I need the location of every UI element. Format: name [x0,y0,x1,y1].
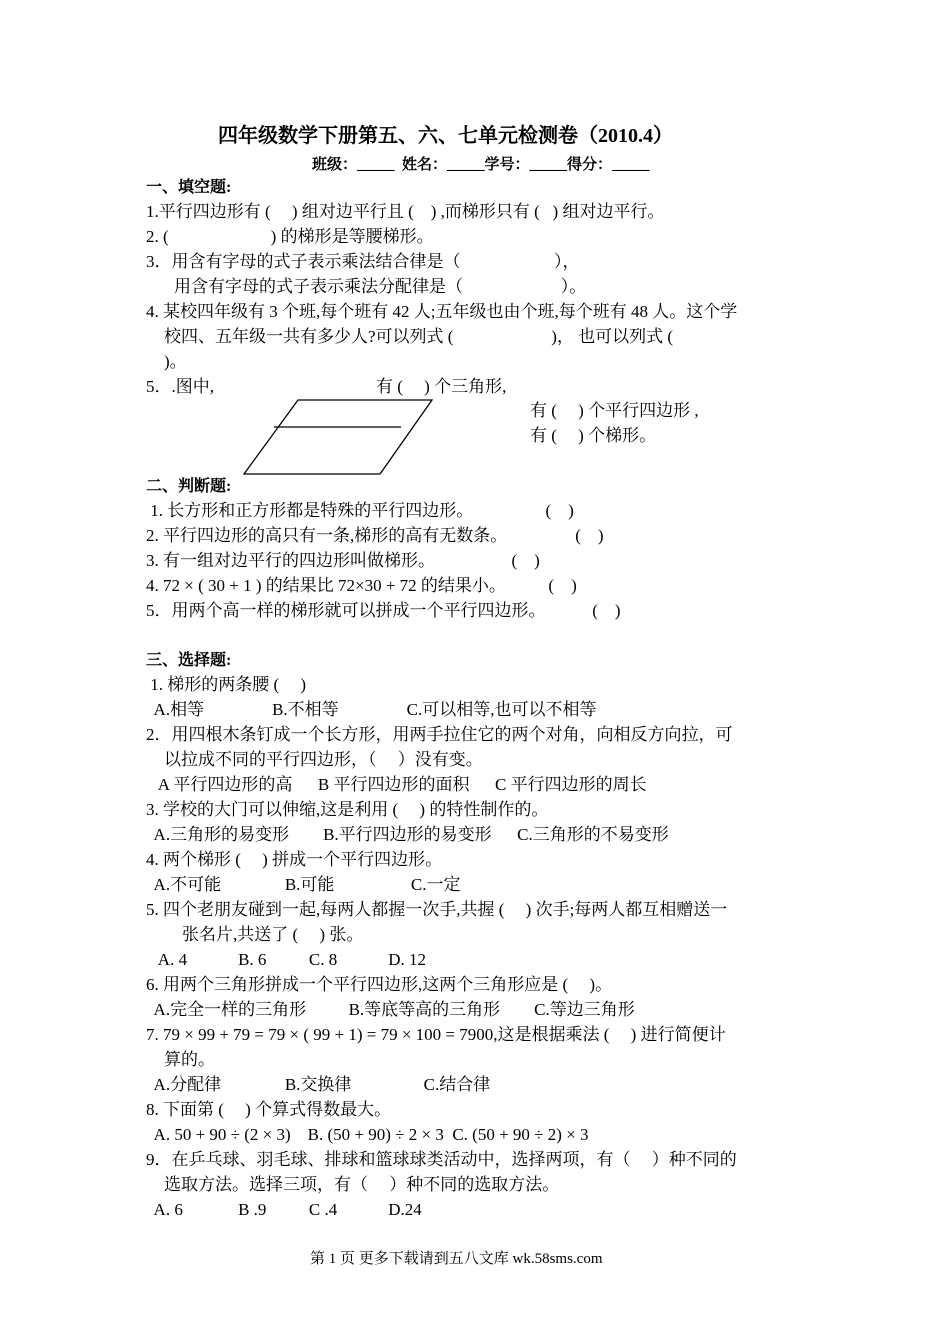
choice-question-5-options: A. 4 B. 6 C. 8 D. 12 [146,950,427,969]
judge-question-5: 5．用两个高一样的梯形就可以拼成一个平行四边形。 ( ) [146,601,621,620]
fill-question-3-line-1: 3．用含有字母的式子表示乘法结合律是（ ）， [146,252,580,271]
page-title: 四年级数学下册第五、六、七单元检测卷（2010.4） [218,125,673,147]
choice-question-3-options: A.三角形的易变形 B.平行四边形的易变形 C.三角形的不易变形 [146,825,669,844]
choice-question-6: 6. 用两个三角形拼成一个平行四边形,这两个三角形应是 ( )。 [146,975,613,994]
choice-question-2-line-2: 以拉成不同的平行四边形，（ ）没有变。 [164,750,483,769]
choice-question-9-line-1: 9．在乒乓球、羽毛球、排球和篮球球类活动中，选择两项，有（ ）种不同的 [146,1150,737,1169]
parallelogram-figure [238,396,438,478]
fill-question-5-triangles: 有 ( ) 个三角形, [376,377,507,396]
fill-question-5-trapezoids: 有 ( ) 个梯形。 [530,426,657,445]
judge-question-1: 1. 长方形和正方形都是特殊的平行四边形。 ( ) [146,501,574,520]
fill-question-2: 2. ( ) 的梯形是等腰梯形。 [146,227,434,246]
choice-question-1-options: A.相等 B.不相等 C.可以相等,也可以不相等 [146,700,597,719]
choice-question-2-options: A 平行四边形的高 B 平行四边形的面积 C 平行四边形的周长 [146,775,647,794]
choice-question-6-options: A.完全一样的三角形 B.等底等高的三角形 C.等边三角形 [146,1000,635,1019]
fill-question-3-line-2: 用含有字母的式子表示乘法分配律是（ ）。 [174,277,587,296]
fill-question-4-line-2: 校四、五年级一共有多少人?可以列式 ( )， 也可以列式 ( [164,327,674,346]
fill-question-5-parallelograms: 有 ( ) 个平行四边形 , [530,401,699,420]
choice-question-9-line-2: 选取方法。选择三项，有（ ）种不同的选取方法。 [164,1175,560,1194]
judge-question-3: 3. 有一组对边平行的四边形叫做梯形。 ( ) [146,551,540,570]
judge-question-2: 2. 平行四边形的高只有一条,梯形的高有无数条。 ( ) [146,526,604,545]
choice-question-7-line-2: 算的。 [164,1050,215,1069]
fill-question-1: 1.平行四边形有 ( ) 组对边平行且 ( ) ,而梯形只有 ( ) 组对边平行。 [146,202,665,221]
parallelogram-shape [244,400,432,474]
student-info-line: 班级：_____ 姓名：_____学号：_____得分：_____ [312,157,650,173]
section-choice-heading: 三、选择题: [146,652,232,669]
fill-question-5-label: 5．.图中, [146,377,214,396]
choice-question-8: 8. 下面第 ( ) 个算式得数最大。 [146,1100,392,1119]
choice-question-2-line-1: 2．用四根木条钉成一个长方形，用两手拉住它的两个对角，向相反方向拉，可 [146,725,733,744]
choice-question-4-options: A.不可能 B.可能 C.一定 [146,875,461,894]
judge-question-4: 4. 72 × ( 30 + 1 ) 的结果比 72×30 + 72 的结果小。 ( ) [146,576,577,595]
choice-question-7-line-1: 7. 79 × 99 + 79 = 79 × ( 99 + 1) = 79 × 100 = 7900,这是根据乘法 ( ) 进行简便计 [146,1025,726,1044]
choice-question-9-options: A. 6 B .9 C .4 D.24 [146,1200,422,1219]
choice-question-5-line-2: 张名片,共送了 ( ) 张。 [182,925,364,944]
choice-question-1: 1. 梯形的两条腰 ( ) [146,675,307,694]
fill-question-4-line-1: 4. 某校四年级有 3 个班,每个班有 42 人;五年级也由个班,每个班有 48 人。这个学 [146,302,738,321]
choice-question-7-options: A.分配律 B.交换律 C.结合律 [146,1075,491,1094]
choice-question-5-line-1: 5. 四个老朋友碰到一起,每两人都握一次手,共握 ( ) 次手;每两人都互相赠送一 [146,900,728,919]
section-judge-heading: 二、判断题: [146,478,232,495]
section-fill-blank-heading: 一、填空题: [146,179,232,196]
choice-question-4: 4. 两个梯形 ( ) 拼成一个平行四边形。 [146,850,443,869]
page-footer: 第 1 页 更多下载请到五八文库 wk.58sms.com [310,1251,603,1267]
fill-question-4-line-3: )。 [164,352,187,371]
choice-question-8-options: A. 50 + 90 ÷ (2 × 3) B. (50 + 90) ÷ 2 × 3 C. (50 + 90 ÷ 2) × 3 [146,1125,589,1144]
choice-question-3: 3. 学校的大门可以伸缩,这是利用 ( ) 的特性制作的。 [146,800,549,819]
